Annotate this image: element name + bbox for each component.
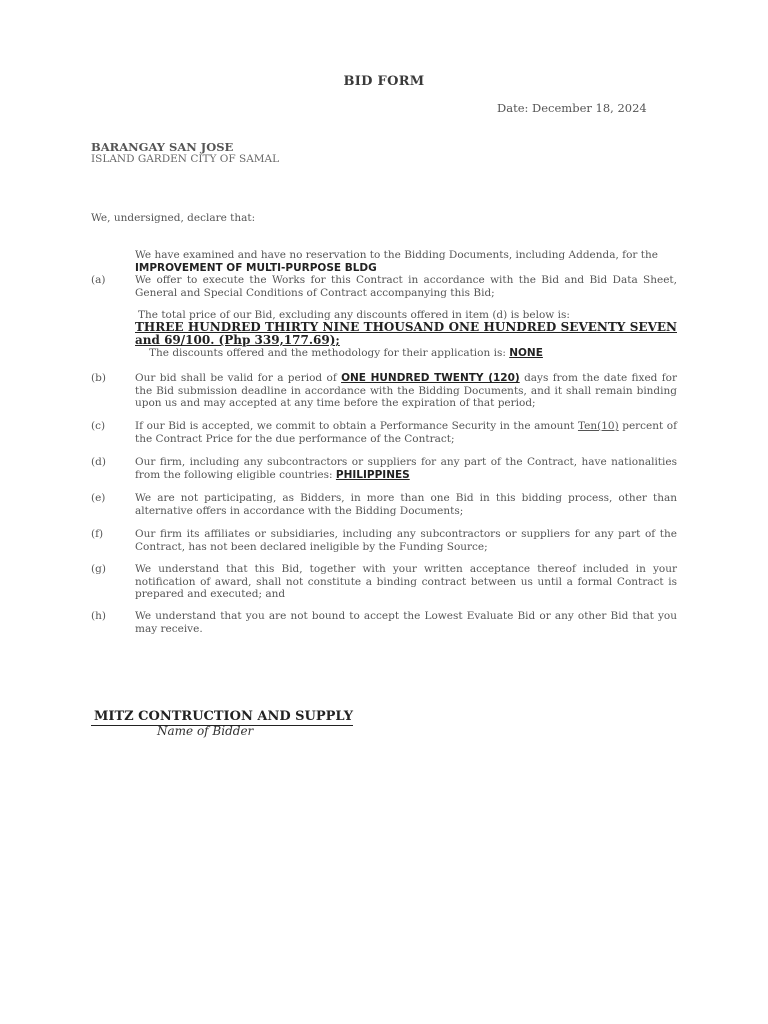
- item-d-label: (d): [91, 456, 106, 468]
- declaration-intro: We, undersigned, declare that:: [91, 212, 256, 224]
- document-title: BID FORM: [343, 74, 425, 89]
- item-c-text: [135, 420, 677, 445]
- item-a-examined-text: We have examined and have no reservation to the Bidding Documents, including Addenda, for the: [135, 249, 658, 261]
- item-d-text-1: Our firm, including any subcontractors or suppliers for any part of the Contract, have nationalities from the following eligible countries:: [135, 456, 677, 481]
- item-e-text: We are not participating, as Bidders, in more than one Bid in this bidding process, other than alternative offers in accordance with the Bidding Documents;: [135, 492, 677, 517]
- item-b-text-2: days from the date fixed for the Bid submission deadline in accordance with the Bidding Documents, and it shall remain binding upon us and may accepted at any time before the expiration of that period;: [135, 372, 677, 409]
- item-b-text-1: Our bid shall be valid for a period of: [135, 372, 342, 384]
- item-a-offer: We offer to execute the Works for this Contract in accordance with the Bid and Bid Data Sheet, General and Special Conditions of Contract accompanying this Bid;: [135, 274, 677, 299]
- bid-amount: THREE HUNDRED THIRTY NINE THOUSAND ONE HUNDRED SEVENTY SEVEN and 69/100. (Php 339,177.69);: [135, 320, 677, 347]
- item-b-text: [135, 372, 677, 410]
- recipient-name: BARANGAY SAN JOSE: [91, 140, 234, 154]
- item-g-label: (g): [91, 563, 106, 575]
- discounts-value: NONE: [509, 347, 543, 359]
- bidder-name: MITZ CONTRUCTION AND SUPPLY: [91, 709, 353, 726]
- item-c-text-2: percent of the Contract Price for the due performance of the Contract;: [135, 420, 677, 445]
- item-g-text: We understand that this Bid, together with your written acceptance thereof included in your notification of award, shall not constitute a binding contract between us until a formal Contract is prepared and executed; and: [135, 563, 677, 600]
- item-d-text: [135, 456, 677, 481]
- recipient-address: ISLAND GARDEN CITY OF SAMAL: [91, 153, 280, 165]
- item-a-examined: [135, 249, 677, 274]
- item-h-label: (h): [91, 610, 106, 622]
- item-c-text-1: If our Bid is accepted, we commit to obtain a Performance Security in the amount: [135, 420, 578, 432]
- item-f-label: (f): [91, 528, 104, 540]
- item-f-text: Our firm its affiliates or subsidiaries, including any subcontractors or suppliers for any part of the Contract, has not been declared ineligible by the Funding Source;: [135, 528, 677, 553]
- project-name: IMPROVEMENT OF MULTI-PURPOSE BLDG: [135, 261, 377, 274]
- item-a-label: (a): [91, 274, 106, 286]
- validity-period: ONE HUNDRED TWENTY (120): [341, 372, 520, 384]
- item-b-label: (b): [91, 372, 106, 384]
- item-a-price-intro: The total price of our Bid, excluding any discounts offered in item (d) is below is:: [138, 309, 570, 321]
- item-a-discounts: [149, 347, 543, 359]
- item-e-label: (e): [91, 492, 106, 504]
- bidder-caption: Name of Bidder: [157, 724, 254, 738]
- discounts-text: The discounts offered and the methodology for their application is:: [149, 347, 510, 359]
- bid-date: Date: December 18, 2024: [497, 101, 647, 115]
- item-c-label: (c): [91, 420, 106, 432]
- security-percent: Ten(10): [577, 420, 619, 432]
- eligible-country: PHILIPPINES: [335, 468, 410, 481]
- item-h-text: We understand that you are not bound to accept the Lowest Evaluate Bid or any other Bid that you may receive.: [135, 610, 677, 635]
